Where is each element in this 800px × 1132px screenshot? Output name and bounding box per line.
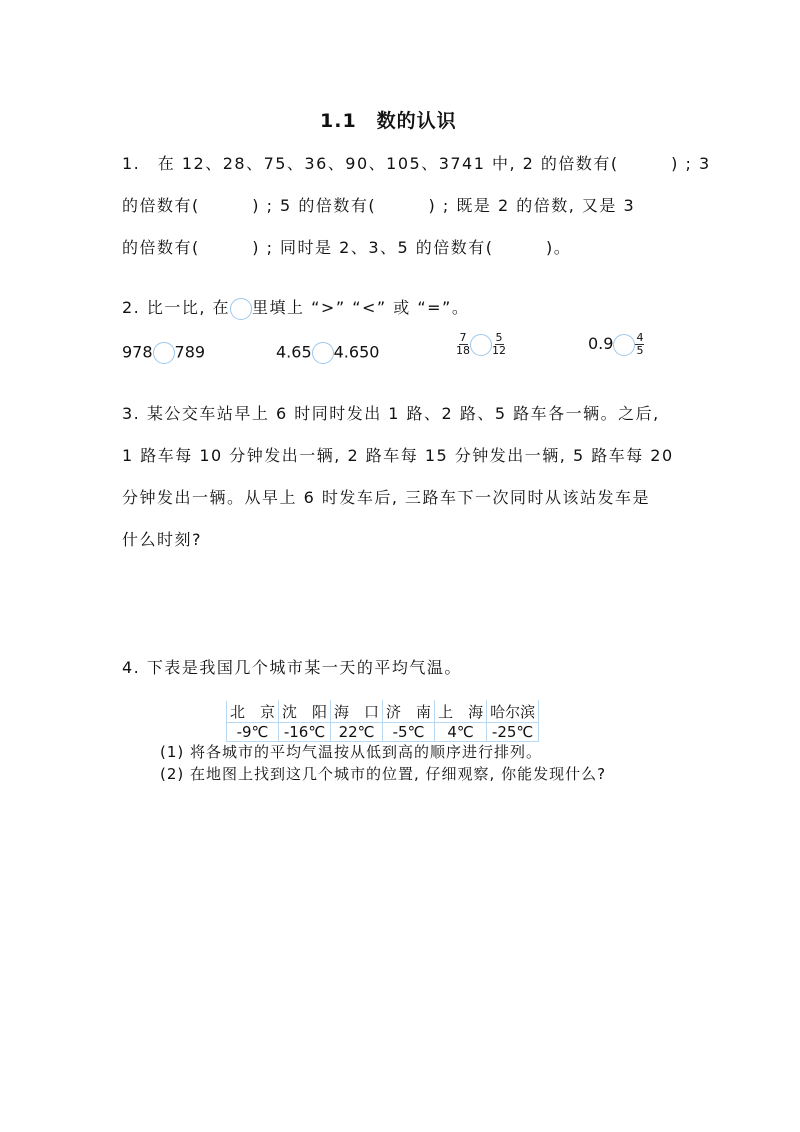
q4-subquestion-1: (1) 将各城市的平均气温按从低到高的顺序进行排列。 — [160, 743, 543, 761]
q3-line-4: 什么时刻? — [122, 530, 202, 549]
q1-line-3: 的倍数有( ) ; 同时是 2、3、5 的倍数有( )。 — [122, 238, 572, 257]
temperature-cell: -9℃ — [227, 723, 279, 742]
compare-item-4 — [588, 332, 644, 357]
temperature-table — [226, 700, 539, 742]
fraction-right: $\frac{4}{5}$ — [636, 331, 644, 357]
temperature-cell: 4℃ — [435, 723, 487, 742]
temperature-cell: 22℃ — [331, 723, 383, 742]
city-cell: 沈 阳 — [279, 701, 331, 723]
q4-intro: 4. 下表是我国几个城市某一天的平均气温。 — [122, 658, 462, 677]
temperature-cell: -16℃ — [279, 723, 331, 742]
page-title: 1.1 数的认识 — [320, 110, 457, 132]
city-cell: 上 海 — [435, 701, 487, 723]
compare-left: 978 — [122, 342, 153, 362]
answer-circle-icon[interactable] — [613, 334, 635, 356]
q2-suffix: 里填上 “>” “<” 或 “=”。 — [252, 298, 470, 317]
city-cell: 济 南 — [383, 701, 435, 723]
answer-circle-icon[interactable] — [312, 342, 334, 364]
fraction-right: $\frac{5}{12}$ — [492, 331, 506, 357]
answer-circle-icon[interactable] — [470, 334, 492, 356]
city-cell: 北 京 — [227, 701, 279, 723]
q1-line-1: 1. 在 12、28、75、36、90、105、3741 中, 2 的倍数有( ) ; 3 — [122, 154, 711, 173]
compare-right: 789 — [174, 342, 206, 362]
city-row — [227, 701, 539, 723]
city-cell: 哈尔滨 — [487, 701, 539, 723]
compare-item-3 — [456, 332, 506, 357]
q3-line-3: 分钟发出一辆。从早上 6 时发车后, 三路车下一次同时从该站发车是 — [122, 488, 651, 507]
q3-line-2: 1 路车每 10 分钟发出一辆, 2 路车每 15 分钟发出一辆, 5 路车每 20 — [122, 446, 674, 465]
compare-item-2 — [276, 342, 379, 364]
city-cell: 海 口 — [331, 701, 383, 723]
answer-circle-icon[interactable] — [153, 342, 175, 364]
temperature-cell: -25℃ — [487, 723, 539, 742]
q3-line-1: 3. 某公交车站早上 6 时同时发出 1 路、2 路、5 路车各一辆。之后, — [122, 404, 660, 423]
temperature-row — [227, 723, 539, 742]
q4-subquestion-2: (2) 在地图上找到这几个城市的位置, 仔细观察, 你能发现什么? — [160, 765, 607, 783]
compare-right: 4.650 — [333, 342, 380, 362]
temperature-cell: -5℃ — [383, 723, 435, 742]
q2-instruction — [122, 295, 469, 320]
q2-prefix: 2. 比一比, 在 — [122, 298, 231, 317]
answer-circle-icon — [230, 298, 252, 320]
compare-left: 0.9 — [588, 334, 614, 353]
q1-line-2: 的倍数有( ) ; 5 的倍数有( ) ; 既是 2 的倍数, 又是 3 — [122, 196, 636, 215]
compare-item-1 — [122, 342, 205, 364]
fraction-left: $\frac{7}{18}$ — [456, 331, 470, 357]
compare-left: 4.65 — [276, 342, 312, 362]
